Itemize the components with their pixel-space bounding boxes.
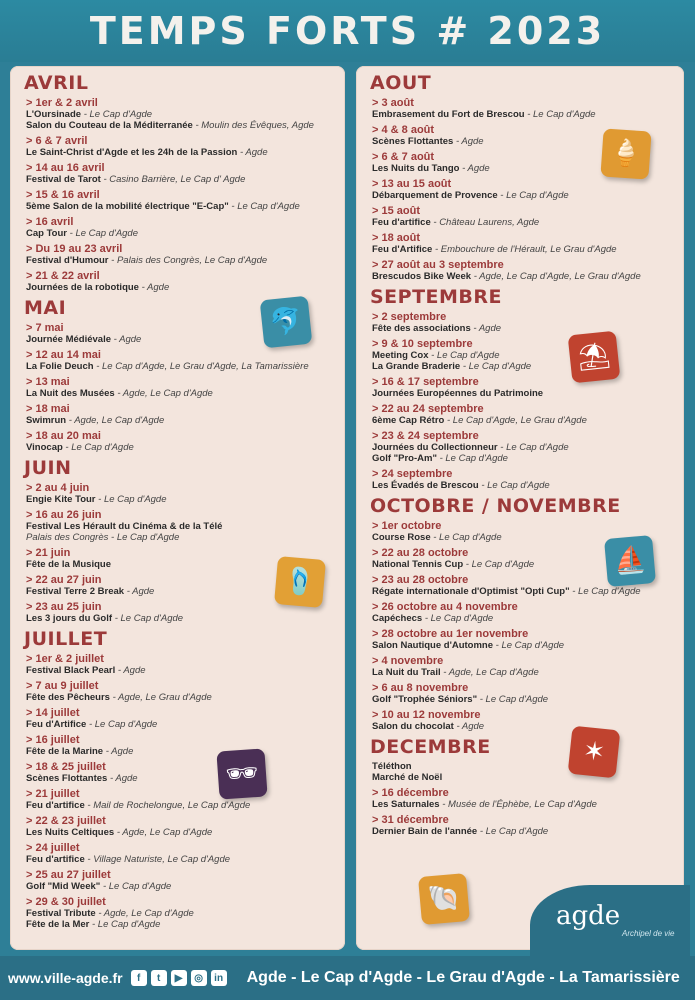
event-item [26,189,337,212]
event-name: Fête des associations [372,323,471,334]
starfish-icon: ✶ [568,726,621,779]
month-heading: OCTOBRE / NOVEMBRE [370,495,621,517]
event-location: - Musée de l'Éphèbe, Le Cap d'Agde [442,799,597,810]
event-line [26,532,337,543]
event-line [26,174,337,185]
event-item [372,601,676,624]
event-item [372,259,676,282]
event-line [26,746,337,757]
sailboat-icon: ⛵ [604,535,656,587]
event-location: - Le Cap d'Agde [92,919,161,930]
event-item [372,178,676,201]
footer-towns: Agde - Le Cap d'Agde - Le Grau d'Agde - La Tamarissière [246,969,680,986]
event-name: Embrasement du Fort de Brescou [372,109,525,120]
event-line [372,826,676,837]
event-name: Feu d'artifice [372,217,431,228]
event-location: - Le Cap d'Agde [83,109,153,120]
event-location: - Agde [105,746,134,757]
event-name: Festival de Tarot [26,174,101,185]
event-item [372,655,676,678]
event-date: > 15 août [372,205,420,217]
month-heading: DECEMBRE [370,736,491,758]
left-column-content [24,72,337,944]
event-date: > 22 & 23 juillet [26,815,106,827]
event-date: > 2 septembre [372,311,447,323]
event-name: Salon Nautique d'Automne [372,640,494,651]
event-line [372,667,676,678]
event-name: Brescudos Bike Week [372,271,472,282]
event-date: > 16 avril [26,216,74,228]
event-date: > 1er & 2 avril [26,97,98,109]
event-item [372,232,676,255]
event-location: - Agde [126,586,155,597]
event-line [26,361,337,372]
youtube-icon[interactable]: ▶ [171,970,187,986]
event-location: - Agde, Le Cap d'Agde [116,827,213,838]
event-line [26,147,337,158]
event-line [26,255,337,266]
event-line [26,908,337,919]
footer [0,956,695,1000]
event-line [372,772,676,783]
event-date: > 18 mai [26,403,70,415]
event-name: Les Nuits du Tango [372,163,460,174]
event-date: > Du 19 au 23 avril [26,243,123,255]
event-location: - Le Cap d'Agde [500,442,569,453]
event-date: > 23 au 28 octobre [372,574,469,586]
event-name: Scènes Flottantes [372,136,454,147]
event-location: - Le Cap d'Agde [433,532,502,543]
event-item [372,376,676,399]
event-date: > 16 & 17 septembre [372,376,479,388]
dolphin-icon: 🐬 [260,296,313,349]
event-date: > 13 mai [26,376,70,388]
event-name: Salon du Couteau de la Méditerranée [26,120,193,131]
event-line [372,586,676,597]
beach-chair-icon: ⛱ [568,331,621,384]
event-line [372,640,676,651]
event-name: Scènes Flottantes [26,773,108,784]
event-item [26,243,337,266]
month-heading: SEPTEMBRE [370,286,503,308]
event-date: > 26 octobre au 4 novembre [372,601,518,613]
event-date: > 15 & 16 avril [26,189,100,201]
event-name: Cap Tour [26,228,67,239]
event-line [26,120,337,131]
linkedin-icon[interactable]: in [211,970,227,986]
event-location: - Agde [473,323,502,334]
event-item [26,680,337,703]
event-line [372,109,676,120]
event-date: > 24 juillet [26,842,80,854]
poster-header [0,0,695,62]
event-location: - Le Cap d'Agde, Le Grau d'Agde, La Tamarissière [96,361,309,372]
event-line [26,228,337,239]
event-location: - Agde [462,163,490,174]
event-date: > 6 & 7 avril [26,135,88,147]
event-item [26,482,337,505]
event-item [372,403,676,426]
event-location: - Moulin des Évêques, Agde [195,120,314,131]
event-location: - Le Cap d'Agde [69,228,139,239]
event-location: - Agde [113,334,142,345]
event-name: 5ème Salon de la mobilité électrique "E-Cap" [26,201,229,212]
event-date: > 14 au 16 avril [26,162,105,174]
event-date: > 16 au 26 juin [26,509,102,521]
event-line [372,721,676,732]
event-date: > 14 juillet [26,707,80,719]
event-item [372,761,676,783]
event-name: Festival Tribute [26,908,96,919]
event-name: Feu d'Artifice [26,719,87,730]
event-line [372,694,676,705]
event-name: Festival Terre 2 Break [26,586,125,597]
event-date: > 18 & 25 juillet [26,761,106,773]
event-item [372,814,676,837]
event-date: > 21 & 22 avril [26,270,100,282]
event-name: Journée Médiévale [26,334,112,345]
event-line [26,494,337,505]
event-date: > 6 au 8 novembre [372,682,469,694]
event-date: > 16 juillet [26,734,80,746]
event-item [26,216,337,239]
event-name: Feu d'Artifice [372,244,433,255]
event-name: Course Rose [372,532,431,543]
event-name: La Nuit des Musées [26,388,115,399]
event-location: - Le Cap d'Agde [65,442,134,453]
event-location: - Agde [117,665,146,676]
event-line [372,350,676,361]
event-item [26,376,337,399]
event-date: > 22 au 24 septembre [372,403,484,415]
month-heading: AVRIL [24,72,89,94]
event-line [372,761,676,772]
event-item [372,338,676,372]
event-location: - Le Cap d'Agde [527,109,596,120]
event-location: - Agde [141,282,170,293]
event-name: Les Saturnales [372,799,440,810]
event-date: > 23 au 25 juin [26,601,102,613]
left-column [10,66,345,950]
event-date: > 1er octobre [372,520,442,532]
event-line [372,799,676,810]
event-name: Les Nuits Celtiques [26,827,115,838]
event-item [372,628,676,651]
event-item [26,135,337,158]
event-location: - Agde, Le Grau d'Agde [112,692,212,703]
event-date: > 21 juin [26,547,71,559]
event-date: > 13 au 15 août [372,178,452,190]
event-date: > 2 au 4 juin [26,482,90,494]
event-location: - Le Cap d'Agde [231,201,300,212]
event-line [26,613,337,624]
event-line [372,453,676,464]
event-line [372,415,676,426]
event-line [26,773,337,784]
event-item [372,311,676,334]
event-date: > 18 au 20 mai [26,430,101,442]
event-location: - Le Cap d'Agde [500,190,569,201]
event-location: - Palais des Congrès, Le Cap d'Agde [111,255,268,266]
event-location: - Agde [239,147,268,158]
event-date: > 3 août [372,97,414,109]
event-name: National Tennis Cup [372,559,464,570]
event-name: 6ème Cap Rétro [372,415,445,426]
event-date: > 12 au 14 mai [26,349,101,361]
event-location: - Le Cap d'Agde [479,694,549,705]
event-line [372,361,676,372]
event-name: Le Saint-Christ d'Agde et les 24h de la Passion [26,147,238,158]
event-line [26,919,337,930]
event-name: Les Évadés de Brescou [372,480,479,491]
event-date: > 1er & 2 juillet [26,653,104,665]
event-name: Festival d'Humour [26,255,109,266]
event-date: > 6 & 7 août [372,151,435,163]
event-location: - Agde [109,773,138,784]
event-line [372,217,676,228]
event-item [372,682,676,705]
event-line [372,271,676,282]
event-line [372,613,676,624]
event-line [372,244,676,255]
month-heading: AOUT [370,72,432,94]
event-location: - Le Cap d'Agde [102,881,172,892]
event-date: > 4 novembre [372,655,444,667]
event-item [372,205,676,228]
event-line [26,881,337,892]
event-location: - Le Cap d'Agde [88,719,158,730]
event-location: - Le Cap d'Agde [424,613,494,624]
event-location: - Le Cap d'Agde [114,613,184,624]
event-name: Feu d'artifice [26,800,85,811]
event-name: Capéchecs [372,613,423,624]
event-name: La Folie Deuch [26,361,94,372]
logo-text: agde [556,901,621,931]
event-location: - Embouchure de l'Hérault, Le Grau d'Agde [434,244,617,255]
event-date: > 27 août au 3 septembre [372,259,504,271]
event-location: - Agde, Le Cap d'Agde [443,667,539,678]
event-name: Marché de Noël [372,772,443,783]
event-item [26,270,337,293]
event-line [26,854,337,865]
event-line [26,692,337,703]
twitter-icon[interactable]: t [151,970,167,986]
event-location: - Château Laurens, Agde [433,217,540,228]
event-location: - Le Cap d'Agde [479,826,549,837]
event-item [26,734,337,757]
event-name: Fête des Pêcheurs [26,692,110,703]
event-name: Golf "Trophée Séniors" [372,694,478,705]
event-item [26,509,337,543]
social-icons [131,970,227,986]
event-name: Swimrun [26,415,67,426]
event-name: Régate internationale d'Optimist "Opti Cup" [372,586,570,597]
event-date: > 18 août [372,232,420,244]
right-column-content [370,72,676,944]
event-line [26,719,337,730]
event-item [26,815,337,838]
event-name: Fête de la Musique [26,559,111,570]
event-location: - Casino Barrière, Le Cap d' Agde [103,174,246,185]
event-location: - Le Cap d'Agde, Le Grau d'Agde [446,415,587,426]
event-name: Festival Les Hérault du Cinéma & de la Télé [26,521,223,532]
event-location: - Agde, Le Cap d'Agde [98,908,194,919]
event-line [26,800,337,811]
event-item [26,162,337,185]
event-item [372,468,676,491]
event-name: Festival Black Pearl [26,665,116,676]
event-item [26,896,337,930]
logo-subtitle: Archipel de vie [622,929,675,938]
event-location: - Le Cap d'Agde [465,559,535,570]
event-item [26,349,337,372]
event-location: - Le Cap d'Agde [572,586,641,597]
event-name: Meeting Cox [372,350,429,361]
event-location: - Le Cap d'Agde [481,480,550,491]
event-name: Les 3 jours du Golf [26,613,113,624]
event-date: > 4 & 8 août [372,124,435,136]
facebook-icon[interactable]: f [131,970,147,986]
event-name: Journées de la robotique [26,282,139,293]
event-name: La Nuit du Trail [372,667,441,678]
event-date: > 25 au 27 juillet [26,869,111,881]
event-name: Salon du chocolat [372,721,454,732]
event-name: Golf "Pro-Am" [372,453,437,464]
event-item [26,430,337,453]
event-line [372,190,676,201]
event-line [372,442,676,453]
event-item [372,97,676,120]
event-line [372,323,676,334]
event-name: Journées Européennes du Patrimoine [372,388,544,399]
event-name: Débarquement de Provence [372,190,498,201]
event-date: > 9 & 10 septembre [372,338,473,350]
event-name: Dernier Bain de l'année [372,826,478,837]
event-date: > 16 décembre [372,787,449,799]
event-date: > 21 juillet [26,788,80,800]
event-date: > 22 au 28 octobre [372,547,469,559]
event-date: > 29 & 30 juillet [26,896,106,908]
event-line [26,282,337,293]
event-location: Palais des Congrès - Le Cap d'Agde [26,532,180,543]
agde-logo [530,885,690,957]
event-line [26,521,337,532]
month-heading: MAI [24,297,67,319]
event-line [26,415,337,426]
event-item [26,788,337,811]
event-item [372,430,676,464]
event-location: - Le Cap d'Agde [439,453,508,464]
event-line [26,442,337,453]
event-item [26,403,337,426]
event-line [26,665,337,676]
event-location: - Village Naturiste, Le Cap d'Agde [87,854,231,865]
website-link[interactable]: www.ville-agde.fr [8,970,123,986]
event-location: - Le Cap d'Agde [495,640,565,651]
month-heading: JUILLET [24,628,108,650]
event-name: Fête de la Mer [26,919,90,930]
event-item [26,842,337,865]
event-date: > 7 au 9 juillet [26,680,99,692]
event-location: - Mail de Rochelongue, Le Cap d'Agde [87,800,251,811]
event-date: > 10 au 12 novembre [372,709,481,721]
event-date: > 24 septembre [372,468,453,480]
event-item [26,761,337,784]
event-line [26,201,337,212]
event-line [26,827,337,838]
event-location: - Le Cap d'Agde [98,494,167,505]
event-name: Fête de la Marine [26,746,104,757]
event-location: - Agde [456,721,485,732]
flip-flops-icon: 🩴 [274,556,326,608]
event-name: La Grande Braderie [372,361,461,372]
event-name: Golf "Mid Week" [26,881,101,892]
event-item [26,869,337,892]
event-item [26,97,337,131]
event-line [26,388,337,399]
month-heading: JUIN [24,457,72,479]
shell-icon: 🐚 [418,873,470,925]
event-name: Engie Kite Tour [26,494,96,505]
event-name: L'Oursinade [26,109,82,120]
event-name: Vinocap [26,442,63,453]
event-location: - Le Cap d'Agde [462,361,532,372]
ice-cream-icon: 🍦 [600,128,651,179]
event-line [26,109,337,120]
right-column [356,66,684,950]
event-location: - Agde [455,136,484,147]
event-line [372,388,676,399]
event-item [372,709,676,732]
sunglasses-icon: 🕶 [216,748,267,799]
event-name: Téléthon [372,761,412,772]
event-date: > 23 & 24 septembre [372,430,479,442]
event-name: Feu d'artifice [26,854,85,865]
event-location: - Agde, Le Cap d'Agde [68,415,165,426]
event-date: > 7 mai [26,322,64,334]
event-location: - Agde, Le Cap d'Agde, Le Grau d'Agde [473,271,641,282]
poster-title: TEMPS FORTS # 2023 [89,9,606,53]
event-item [372,787,676,810]
event-line [372,480,676,491]
instagram-icon[interactable]: ◎ [191,970,207,986]
event-date: > 28 octobre au 1er novembre [372,628,529,640]
event-item [26,653,337,676]
event-date: > 22 au 27 juin [26,574,102,586]
event-location: - Le Cap d'Agde [431,350,500,361]
event-date: > 31 décembre [372,814,449,826]
event-location: - Agde, Le Cap d'Agde [117,388,213,399]
event-name: Journées du Collectionneur [372,442,498,453]
event-item [26,707,337,730]
